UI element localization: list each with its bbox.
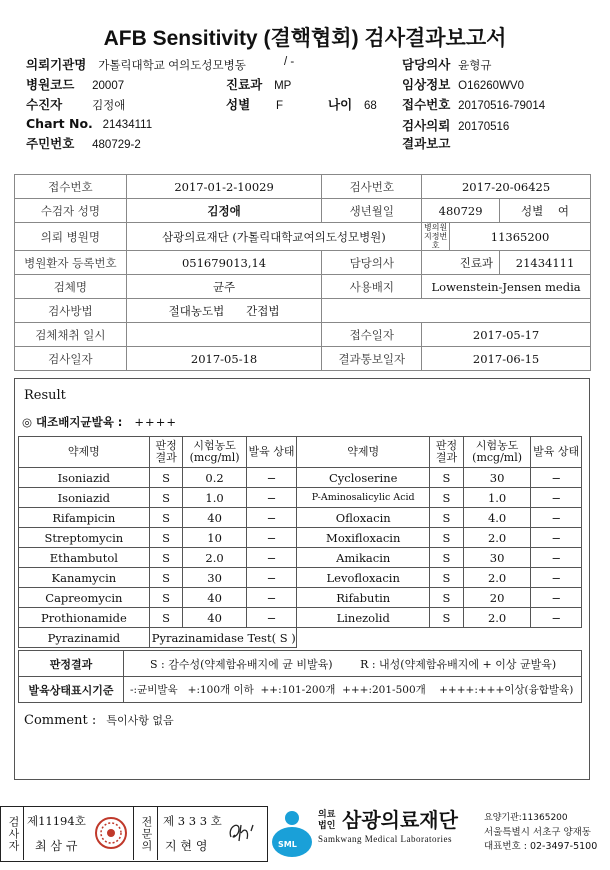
designated-label: 병의원 지정번호 [422, 223, 450, 251]
birth-date: 480729 [422, 199, 500, 223]
header-department: 진료과 MP [226, 77, 292, 92]
header-extra: / - [284, 56, 295, 68]
cell-growth: − [531, 528, 582, 548]
susceptibility-table [18, 436, 582, 648]
expert-label: 전문의 [140, 816, 153, 852]
col-judge: 판정 결과 [149, 437, 183, 468]
cell-conc: 30 [183, 568, 246, 588]
cell-judge: S [430, 508, 464, 528]
table-row [19, 488, 582, 508]
col-conc: 시험농도 (mcg/ml) [183, 437, 246, 468]
cell-drug: Kanamycin [19, 568, 150, 588]
pza-empty [297, 628, 582, 648]
tester-no: 제11194호 [27, 814, 86, 828]
header-chart-no: Chart No. 21434111 [26, 116, 153, 131]
col-growth: 발육 상태 [246, 437, 297, 468]
collect-label: 검체채취 일시 [15, 323, 127, 347]
cell-judge: S [149, 488, 183, 508]
cell-growth: − [246, 488, 297, 508]
recv-label: 접수일자 [322, 323, 422, 347]
expert-name: 지 현 영 [165, 839, 208, 853]
comment [24, 712, 174, 728]
dept-label: 진료과 [459, 255, 494, 270]
cell-growth: − [246, 588, 297, 608]
specimen: 균주 [126, 275, 322, 299]
test-no-label: 검사번호 [322, 175, 422, 199]
method-absolute: 절대농도법 [168, 303, 225, 318]
cell-drug: Capreomycin [19, 588, 150, 608]
pza-value: Pyrazinamidase Test( S ) [149, 628, 297, 648]
cell-drug: Amikacin [297, 548, 430, 568]
cell-judge: S [149, 468, 183, 488]
cell-growth: − [531, 608, 582, 628]
cell-judge: S [149, 588, 183, 608]
cell-judge: S [149, 528, 183, 548]
col-growth-2: 발육 상태 [531, 437, 582, 468]
cell-judge: S [149, 548, 183, 568]
header-doctor: 담당의사 윤형규 [402, 57, 492, 72]
comment-value: 특이사항 없음 [106, 714, 174, 727]
cell-drug: Levofloxacin [297, 568, 430, 588]
header-hospital-code: 병원코드 20007 [26, 77, 125, 92]
header-receipt-no: 접수번호 20170516-79014 [402, 97, 546, 112]
org-code: 요양기관:11365200 [484, 813, 568, 823]
header-report: 결과보고 [402, 136, 451, 151]
cell-drug: Prothionamide [19, 608, 150, 628]
table-row [19, 468, 582, 488]
doctor-label: 담당의사 [322, 251, 422, 275]
header-sex: 성별 F [226, 97, 284, 112]
cell-growth: − [531, 468, 582, 488]
signature-icon [225, 817, 261, 847]
org-en: Samkwang Medical Laboratories [318, 834, 452, 844]
cell-drug: Linezolid [297, 608, 430, 628]
judgement-r: R : 내성(약제함유배지에 + 이상 균발육) [360, 657, 557, 671]
col-judge-2: 판정 결과 [430, 437, 464, 468]
designated-no: 11365200 [450, 223, 591, 251]
tester-seal-icon [93, 815, 129, 851]
table-row [19, 608, 582, 628]
table-row [19, 568, 582, 588]
cell-conc: 40 [183, 508, 246, 528]
cell-conc: 4.0 [463, 508, 530, 528]
control-growth [22, 414, 177, 430]
cell-judge: S [430, 488, 464, 508]
logo-text: SML [278, 840, 297, 849]
hospital-name: 삼광의료재단 (가톨릭대학교여의도성모병원) [126, 223, 421, 251]
regno: 051679013,14 [126, 251, 322, 275]
org-address: 서울특별시 서초구 양재동 [484, 827, 591, 838]
testdate-label: 검사일자 [15, 347, 127, 371]
header-patient: 수진자 김정애 [26, 97, 126, 112]
cell-conc: 2.0 [183, 548, 246, 568]
cell-conc: 2.0 [463, 528, 530, 548]
cell-conc: 40 [183, 588, 246, 608]
judgement-values [124, 651, 582, 677]
cell-judge: S [430, 588, 464, 608]
dept-cell [422, 251, 500, 275]
cell-drug: Cycloserine [297, 468, 430, 488]
patient-name: 김정애 [126, 199, 322, 223]
control-label: ◎ 대조배지균발육 : [22, 415, 123, 429]
cell-judge: S [430, 528, 464, 548]
medium: Lowenstein-Jensen media [422, 275, 591, 299]
report-label: 결과통보일자 [322, 347, 422, 371]
patient-info-table [14, 174, 591, 371]
judgement-label: 판정결과 [19, 651, 124, 677]
cell-conc: 1.0 [183, 488, 246, 508]
cell-growth: − [246, 568, 297, 588]
legend-table [18, 650, 582, 703]
cell-drug: Rifampicin [19, 508, 150, 528]
header-request-date: 검사의뢰 20170516 [402, 118, 510, 133]
cell-growth: − [531, 508, 582, 528]
col-drug-2: 약제명 [297, 437, 430, 468]
cell-drug: Isoniazid [19, 468, 150, 488]
cell-drug: Moxifloxacin [297, 528, 430, 548]
cell-growth: − [531, 568, 582, 588]
cell-growth: − [246, 468, 297, 488]
control-value: ++++ [134, 415, 177, 429]
receipt-no-label: 접수번호 [15, 175, 127, 199]
cell-growth: − [246, 508, 297, 528]
cell-conc: 40 [183, 608, 246, 628]
cell-growth: − [246, 608, 297, 628]
cell-conc: 30 [463, 548, 530, 568]
name-label: 수검자 성명 [15, 199, 127, 223]
test-no: 2017-20-06425 [422, 175, 591, 199]
col-conc-2: 시험농도 (mcg/ml) [463, 437, 530, 468]
cell-judge: S [430, 608, 464, 628]
table-row [19, 588, 582, 608]
sex-cell [500, 199, 591, 223]
org-type: 의료 법인 [318, 810, 336, 831]
sml-logo-icon [270, 808, 316, 860]
cell-judge: S [430, 468, 464, 488]
method-indirect: 간접법 [246, 303, 280, 318]
method-empty [322, 299, 591, 323]
result-heading: Result [24, 388, 66, 403]
receipt-no: 2017-01-2-10029 [126, 175, 322, 199]
signature-box [0, 806, 268, 862]
col-drug: 약제명 [19, 437, 150, 468]
cell-judge: S [149, 508, 183, 528]
cell-drug: Isoniazid [19, 488, 150, 508]
cell-conc: 2.0 [463, 568, 530, 588]
growth-criteria-label: 발육상태표시기준 [19, 677, 124, 703]
cell-conc: 2.0 [463, 608, 530, 628]
cell-judge: S [149, 568, 183, 588]
tester-label: 검사자 [7, 816, 20, 852]
report-date: 2017-06-15 [422, 347, 591, 371]
method-cell [126, 299, 322, 323]
header-requesting-institution: 의뢰기관명 가톨릭대학교 여의도성모병동 [26, 57, 246, 72]
cell-drug: Streptomycin [19, 528, 150, 548]
hospital-label: 의뢰 병원명 [15, 223, 127, 251]
header-resident-no: 주민번호 480729-2 [26, 136, 141, 151]
cell-conc: 30 [463, 468, 530, 488]
cell-growth: − [531, 588, 582, 608]
cell-growth: − [531, 488, 582, 508]
cell-conc: 0.2 [183, 468, 246, 488]
tester-name: 최 삼 규 [35, 839, 78, 853]
table-row [19, 528, 582, 548]
cell-judge: S [149, 608, 183, 628]
cell-judge: S [430, 568, 464, 588]
cell-conc: 20 [463, 588, 530, 608]
method-label: 검사방법 [15, 299, 127, 323]
cell-drug: P-Aminosalicylic Acid [297, 488, 430, 508]
medium-label: 사용배지 [322, 275, 422, 299]
regno-label: 병원환자 등록번호 [15, 251, 127, 275]
specimen-label: 검체명 [15, 275, 127, 299]
growth-criteria: -:균비발육 +:100개 이하 ++:101-200개 +++:201-500개 ++++:+++이상(융합발육) [124, 677, 582, 703]
collect-value [126, 323, 322, 347]
cell-growth: − [246, 528, 297, 548]
sex-label: 성별 [521, 203, 544, 218]
dept-value: 21434111 [500, 251, 591, 275]
org-name: 삼광의료재단 [342, 808, 458, 832]
cell-drug: Ofloxacin [297, 508, 430, 528]
header-clinical-info: 임상정보 O16260WV0 [402, 77, 524, 92]
cell-conc: 1.0 [463, 488, 530, 508]
cell-drug: Rifabutin [297, 588, 430, 608]
cell-drug: Ethambutol [19, 548, 150, 568]
judgement-s: S : 감수성(약제함유배지에 균 비발육) [150, 657, 333, 671]
header-age: 나이 68 [328, 97, 377, 112]
table-row [19, 548, 582, 568]
cell-growth: − [531, 548, 582, 568]
cell-judge: S [430, 548, 464, 568]
recv-date: 2017-05-17 [422, 323, 591, 347]
birth-label: 생년월일 [322, 199, 422, 223]
cell-growth: − [246, 548, 297, 568]
cell-conc: 10 [183, 528, 246, 548]
pza-label: Pyrazinamid [19, 628, 150, 648]
table-row [19, 508, 582, 528]
report-title: AFB Sensitivity (결핵협회) 검사결과보고서 [103, 27, 507, 50]
sex-value: 여 [557, 203, 569, 218]
org-phone: 대표번호 : 02-3497-5100 [484, 841, 598, 852]
comment-label: Comment : [24, 713, 97, 728]
test-date: 2017-05-18 [126, 347, 322, 371]
expert-no: 제 3 3 3 호 [163, 814, 222, 828]
